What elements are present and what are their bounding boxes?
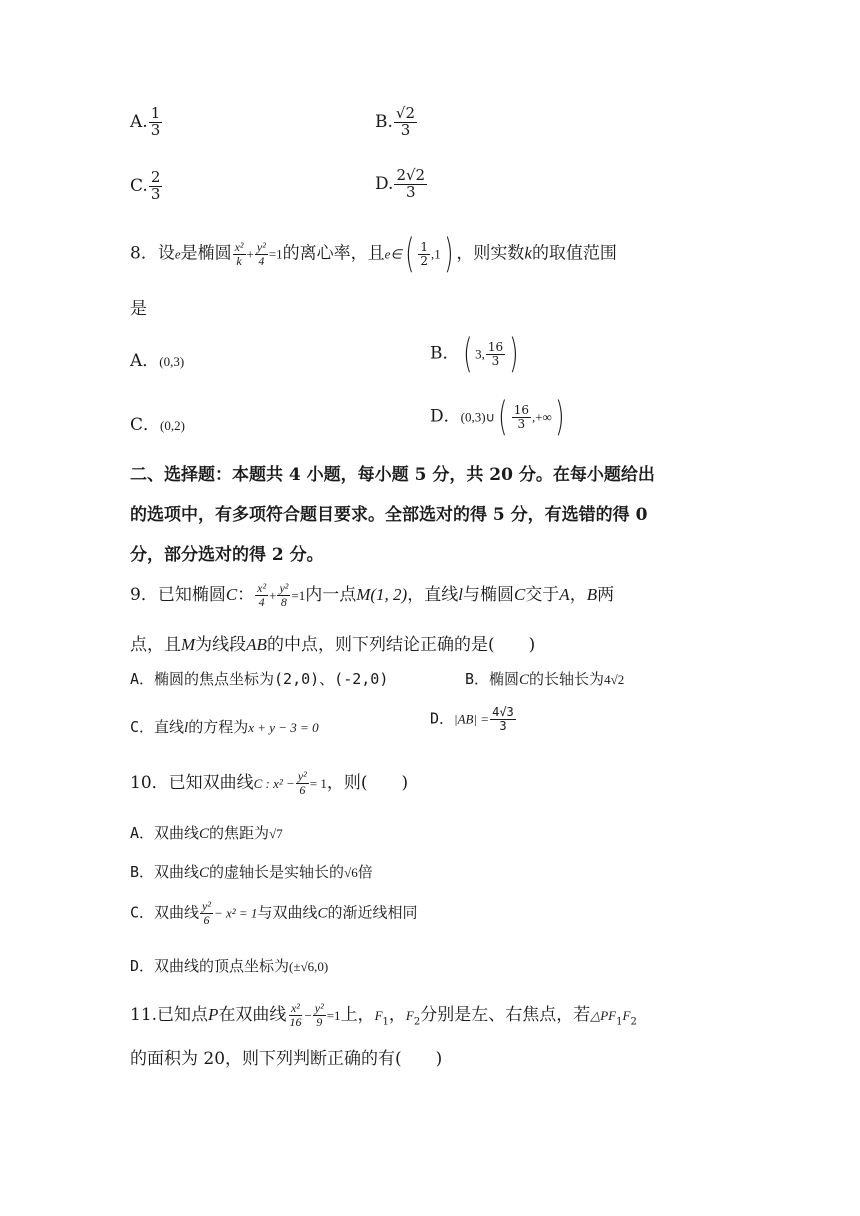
q10-frac-y: $\frac{\text{y²}}{6}$ [297, 769, 307, 797]
q10-option-a: A．双曲线C的焦距为√7 [130, 824, 283, 842]
q8-option-d: D．(0,3)∪( $\frac{16}{3}$ ,+∞) [430, 394, 565, 440]
subscript-2: 2 [630, 1016, 637, 1028]
close-paren: ) [443, 231, 454, 277]
q9-frac-y: $\frac{\text{y²}}{8}$ [279, 581, 289, 609]
q8-frac-y: $\frac{\text{y²}}{4}$ [256, 239, 266, 268]
open-paren: ( [404, 231, 415, 277]
open-paren: ( [498, 394, 508, 440]
q10-option-c: C．双曲线 $\frac{\text{y²}}{6}$ − x² = 1与双曲线C的渐近线相同 [130, 899, 418, 927]
q8-option-a: A．(0,3) [130, 351, 185, 371]
q9-frac-x: $\frac{\text{x²}}{4}$ [257, 581, 267, 609]
q8-option-b: B．( 3, $\frac{16}{3}$ ) [430, 331, 519, 377]
q8-b-frac: $\frac{16}{3}$ [487, 339, 504, 368]
q11-frac-y: $\frac{\text{y²}}{9}$ [314, 1001, 324, 1029]
q10-c-frac: $\frac{\text{y²}}{6}$ [202, 899, 211, 927]
q7-d-fraction: $\frac{2√2}{3}$ [396, 166, 426, 201]
q8-stem-cont: 是 [130, 299, 147, 319]
q7-a-fraction: $\frac{1}{3}$ [150, 104, 161, 139]
q11-stem: 11.已知点P在双曲线 $\frac{\text{x²}}{16}$ − $\frac{\text{y²}}{9}$ =1上，$F_1$，$F_2$分别是左、右焦点，若$\triangle PF_1F_2$ [130, 1001, 637, 1029]
subscript-1: 1 [382, 1016, 389, 1028]
q9-option-d: D．|AB| = $\frac{4√3}{3}$ [430, 705, 514, 733]
q7-option-d: D. $\frac{2√2}{3}$ [375, 166, 426, 201]
q8-d-frac: $\frac{16}{3}$ [513, 402, 529, 431]
section2-line-1: 二、选择题：本题共 4 小题，每小题 5 分，共 20 分。在每小题给出 [130, 465, 655, 485]
close-paren: ) [554, 394, 565, 440]
q9-stem-cont: 点，且M为线段AB的中点，则下列结论正确的是( ) [130, 635, 536, 655]
q9-option-a: A．椭圆的焦点坐标为(2,0)、(-2,0) [130, 670, 389, 688]
close-paren: ) [509, 331, 519, 377]
q7-option-c: C. $\frac{2}{3}$ [130, 168, 161, 203]
q8-stem: 8．设e是椭圆 $\frac{\text{x²}}{k}$ + $\frac{\text{y²}}{4}$ =1的离心率，且e∈( $\frac{1}{2}$ ,1) ，则实数k的取值范围 [130, 231, 617, 277]
subscript-1: 1 [616, 1016, 623, 1028]
q8-frac-x: $\frac{\text{x²}}{k}$ [234, 239, 244, 268]
q11-stem-cont: 的面积为 20，则下列判断正确的有( ) [130, 1049, 443, 1069]
q8-interval-frac: $\frac{1}{2}$ [420, 239, 429, 268]
q9-option-c: C．直线l的方程为x + y − 3 = 0 [130, 718, 319, 736]
subscript-2: 2 [413, 1016, 421, 1028]
q7-option-b: B. $\frac{√2}{3}$ [375, 104, 416, 139]
q9-d-frac: $\frac{4√3}{3}$ [492, 705, 514, 733]
q7-b-fraction: $\frac{√2}{3}$ [395, 104, 416, 139]
q11-frac-x: $\frac{\text{x²}}{16}$ [289, 1001, 302, 1029]
section2-line-3: 分，部分选对的得 2 分。 [130, 545, 324, 565]
q10-option-b: B．双曲线C的虚轴长是实轴长的√6倍 [130, 863, 373, 881]
section2-line-2: 的选项中，有多项符合题目要求。全部选对的得 5 分，有选错的得 0 [130, 505, 648, 525]
q7-option-a: A. $\frac{1}{3}$ [130, 104, 161, 139]
open-paren: ( [462, 331, 472, 377]
q9-option-b: B．椭圆C的长轴长为4√2 [465, 670, 625, 688]
q10-stem: 10．已知双曲线C : x² − $\frac{\text{y²}}{6}$ = 1，则( ) [130, 769, 409, 797]
q9-stem: 9．已知椭圆C： $\frac{\text{x²}}{4}$ + $\frac{\text{y²}}{8}$ =1内一点M(1, 2)，直线l与椭圆C交于A，B两 [130, 581, 615, 609]
q8-option-c: C．(0,2) [130, 415, 185, 435]
q7-c-fraction: $\frac{2}{3}$ [150, 168, 161, 203]
q10-option-d: D．双曲线的顶点坐标为(±√6,0) [130, 957, 329, 975]
